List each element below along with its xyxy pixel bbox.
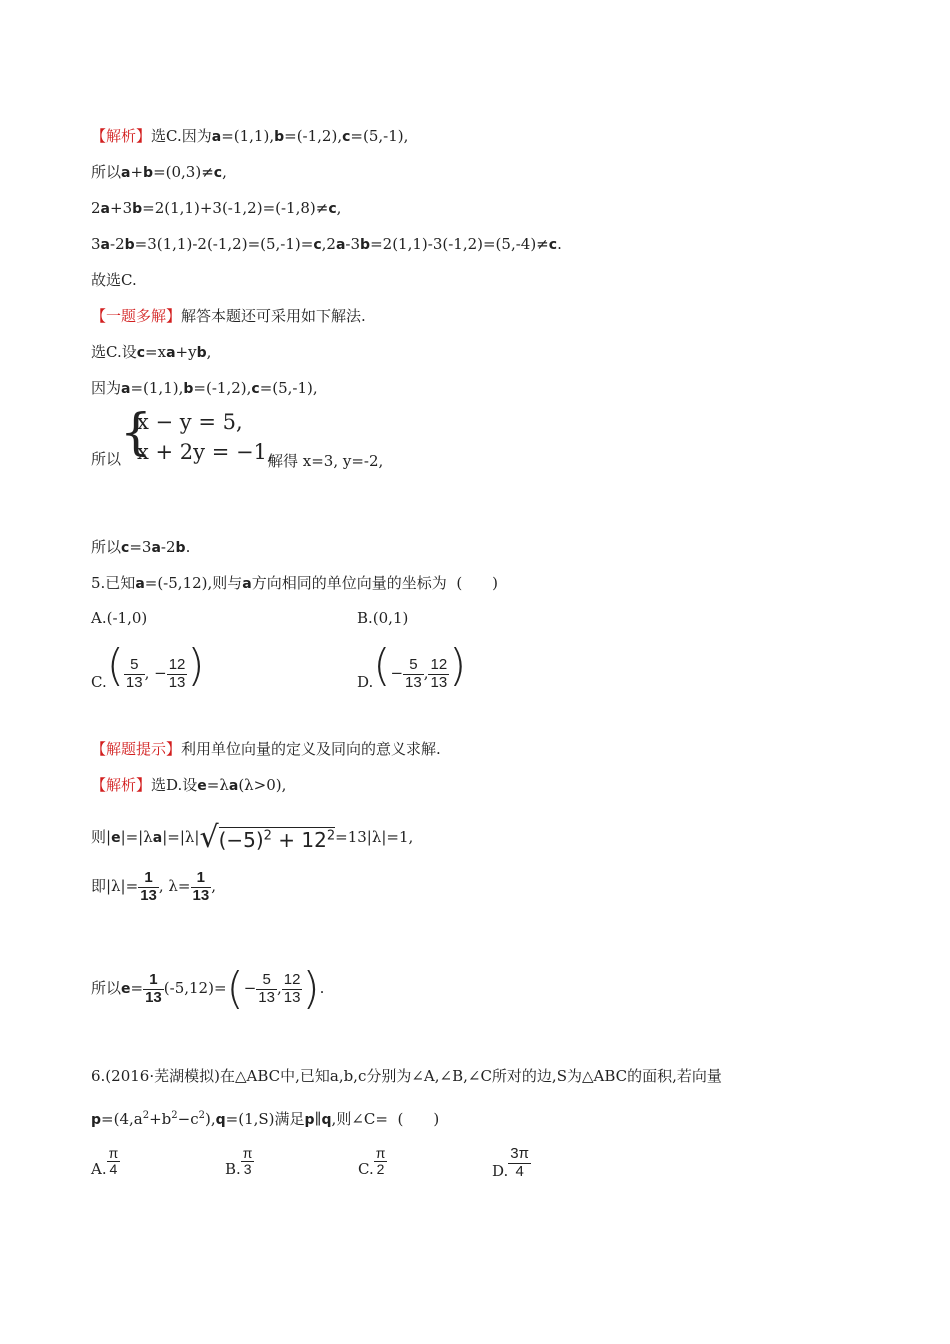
q6-option-b: B. $\frac{\pi}{3}$ [225, 1145, 253, 1178]
q5-option-a: A.(-1,0) [91, 609, 148, 627]
q6-option-c: C. $\frac{\pi}{2}$ [358, 1145, 386, 1178]
alt-line-2: 因为a=(1,1),b=(-1,2),c=(5,-1), [91, 379, 318, 397]
question-6-stem: 6.(2016·芜湖模拟)在△ABC中,已知a,b,c分别为∠A,∠B,∠C所对的边,S为△ABC的面积,若向量 [91, 1067, 722, 1085]
alt-method-line: 【一题多解】解答本题还可采用如下解法. [91, 307, 366, 325]
solution-line-3: 2a+3b=2(1,1)+3(-1,2)=(-1,8)≠c, [91, 199, 342, 217]
analysis-tag: 【解析】 [91, 127, 152, 145]
q5-option-b: B.(0,1) [357, 609, 409, 627]
q6-option-a: A. $\frac{\pi}{4}$ [91, 1145, 119, 1178]
question-5-stem: 5.已知a=(-5,12),则与a方向相同的单位向量的坐标为 ( ) [91, 574, 499, 592]
system-solution: 解得 x=3, y=-2, [268, 452, 384, 470]
solution-line-2: 所以a+b=(0,3)≠c, [91, 163, 227, 181]
alt-line-1: 选C.设c=xa+yb, [91, 343, 212, 361]
system-prefix: 所以 [91, 450, 122, 468]
analysis-tag-2: 【解析】 [91, 776, 152, 794]
question-6-line2: $p=(4,a^2+b^2-c^2),q=(1,S)$满足p∥q,则∠C= ( ) [91, 1110, 440, 1128]
system-eq-1: x − y = 5, [137, 410, 243, 434]
alt-conclusion: 所以c=3a-2b. [91, 538, 191, 556]
solution-line-1: 【解析】选C.因为a=(1,1),b=(-1,2),c=(5,-1), [91, 127, 409, 145]
system-eq-2: x + 2y = −1, [137, 440, 274, 464]
q5-solution-3: 即|λ|= $\frac{1}{13}$ , λ= $\frac{1}{13}$ , [91, 869, 216, 904]
q5-solution-4: 所以e= $\frac{1}{13}$ (-5,12)=(− $\frac{5}{13}$ , $\frac{12}{13}$ ). [91, 963, 325, 1014]
q5-solution-1: 【解析】选D.设e=λa(λ>0), [91, 776, 287, 794]
hint-tag: 【解题提示】 [91, 740, 182, 758]
q5-option-d: D.(− $\frac{5}{13}$ , $\frac{12}{13}$ ) [357, 640, 467, 691]
q5-solution-2: 则$|e|=|\lambda a|=|\lambda|√(-5)^2 + 12^2=13|\lambda|=1$, [91, 819, 414, 855]
q5-option-c: C.( $\frac{5}{13}$ , − $\frac{12}{13}$ ) [91, 640, 205, 691]
solution-conclusion: 故选C. [91, 271, 137, 289]
system-brace: { [120, 403, 152, 461]
hint-line: 【解题提示】利用单位向量的定义及同向的意义求解. [91, 740, 441, 758]
solution-line-4: 3a-2b=3(1,1)-2(-1,2)=(5,-1)=c,2a-3b=2(1,1)-3(-1,2)=(5,-4)≠c. [91, 235, 562, 253]
alt-method-tag: 【一题多解】 [91, 307, 182, 325]
q6-option-d: D. $\frac{3\pi}{4}$ [492, 1145, 529, 1180]
